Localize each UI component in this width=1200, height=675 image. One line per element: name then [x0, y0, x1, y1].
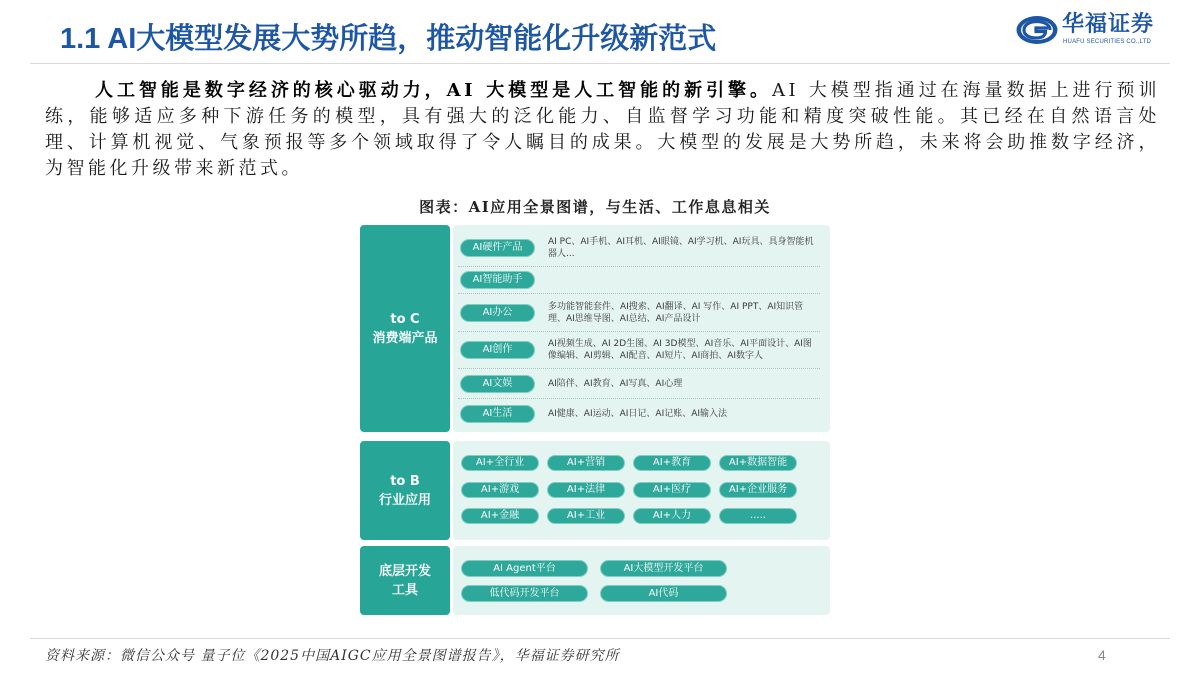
footer-divider [30, 638, 1170, 639]
industry-pill: AI+营销 [547, 455, 625, 471]
category-row [458, 294, 820, 332]
category-pill: AI办公 [460, 304, 535, 322]
tool-pill: AI代码 [600, 585, 727, 602]
industry-pill: AI+人力 [633, 508, 711, 524]
industry-pill: AI+法律 [547, 482, 625, 498]
section-label-line: 行业应用 [378, 492, 431, 508]
section-label [360, 546, 450, 615]
section-label [360, 225, 450, 432]
industry-pill: AI+游戏 [461, 482, 539, 498]
industry-pill: AI+数据智能 [719, 455, 797, 471]
industry-pill: AI+工业 [547, 508, 625, 524]
category-desc: AI视频生成、AI 2D生图、AI 3D模型、AI音乐、AI平面设计、AI图像编辑、AI剪辑、AI配音、AI短片、AI商拍、AI数字人 [548, 339, 812, 361]
intro-lead: 人工智能是数字经济的核心驱动力，AI 大模型是人工智能的新引擎。 [95, 80, 772, 101]
tool-pill-grid [461, 560, 727, 602]
tool-pill: AI Agent平台 [461, 560, 588, 577]
section-label-line: to B [390, 473, 420, 489]
category-desc: AI健康、AI运动、AI日记、AI记账、AI输入法 [548, 409, 728, 419]
category-pill: AI硬件产品 [460, 239, 535, 257]
huafu-swirl-icon [1016, 15, 1058, 45]
industry-pill: AI+医疗 [633, 482, 711, 498]
section-to-b [360, 441, 830, 540]
section-panel [453, 441, 830, 540]
page-number: 4 [1098, 647, 1106, 663]
category-row [458, 332, 820, 369]
category-row [458, 230, 820, 267]
source-note: 资料来源：微信公众号 量子位《2025中国AIGC应用全景图谱报告》，华福证券研究所 [45, 648, 620, 664]
slide-title: 1.1 AI大模型发展大势所趋，推动智能化升级新范式 [60, 23, 717, 55]
section-to-c [360, 225, 830, 432]
industry-pill: AI+全行业 [461, 455, 539, 471]
section-label-line: 消费端产品 [372, 330, 438, 346]
industry-pill: AI+教育 [633, 455, 711, 471]
industry-pill: AI+金融 [461, 508, 539, 524]
section-dev-tools [360, 546, 830, 615]
industry-pill-grid [461, 455, 797, 524]
category-pill: AI创作 [460, 341, 535, 359]
category-row [458, 369, 820, 399]
category-desc: AI陪伴、AI教育、AI写真、AI心理 [548, 378, 683, 389]
intro-text: AI 大模型指通过在海量数据上进行预训练，能够适应多种下游任务的模型，具有强大的泛化能力、自监督学习功能和精度突破性能。其已经在自然语言处理、计算机视觉、气象预报等多个领域取得了令人瞩目的成果。大模型的发展是大势所趋，未来将会助推数字经济，为智能化升级带来新范式。 [45, 80, 1160, 179]
section-panel [453, 546, 830, 615]
category-desc: 多功能智能套件、AI搜索、AI翻译、AI 写作、AI PPT、AI知识管理、AI思维导图、AI总结、AI产品设计 [548, 301, 804, 324]
category-row [458, 267, 820, 294]
industry-pill: ..... [719, 508, 797, 524]
logo-subtitle: HUAFU SECURITIES CO.,LTD [1063, 39, 1152, 45]
company-logo [1016, 12, 1166, 52]
section-label-line: 底层开发 [378, 563, 431, 579]
figure-caption: 图表：AI应用全景图谱，与生活、工作息息相关 [419, 198, 771, 216]
industry-pill: AI+企业服务 [719, 482, 797, 498]
ai-application-landscape-diagram [360, 225, 830, 615]
category-pill: AI智能助手 [460, 271, 535, 289]
title-divider [30, 63, 1170, 64]
category-pill: AI生活 [460, 405, 535, 423]
category-pill: AI文娱 [460, 375, 535, 393]
category-row [458, 399, 820, 429]
section-panel [453, 225, 830, 432]
logo-name: 华福证券 [1062, 11, 1155, 37]
intro-paragraph [45, 78, 1160, 182]
category-desc: AI PC、AI手机、AI耳机、AI眼镜、AI学习机、AI玩具、具身智能机器人... [548, 237, 814, 259]
section-label-line: 工具 [391, 582, 418, 598]
tool-pill: 低代码开发平台 [461, 585, 588, 602]
section-label-line: to C [390, 311, 420, 327]
tool-pill: AI大模型开发平台 [600, 560, 727, 577]
section-label [360, 441, 450, 540]
